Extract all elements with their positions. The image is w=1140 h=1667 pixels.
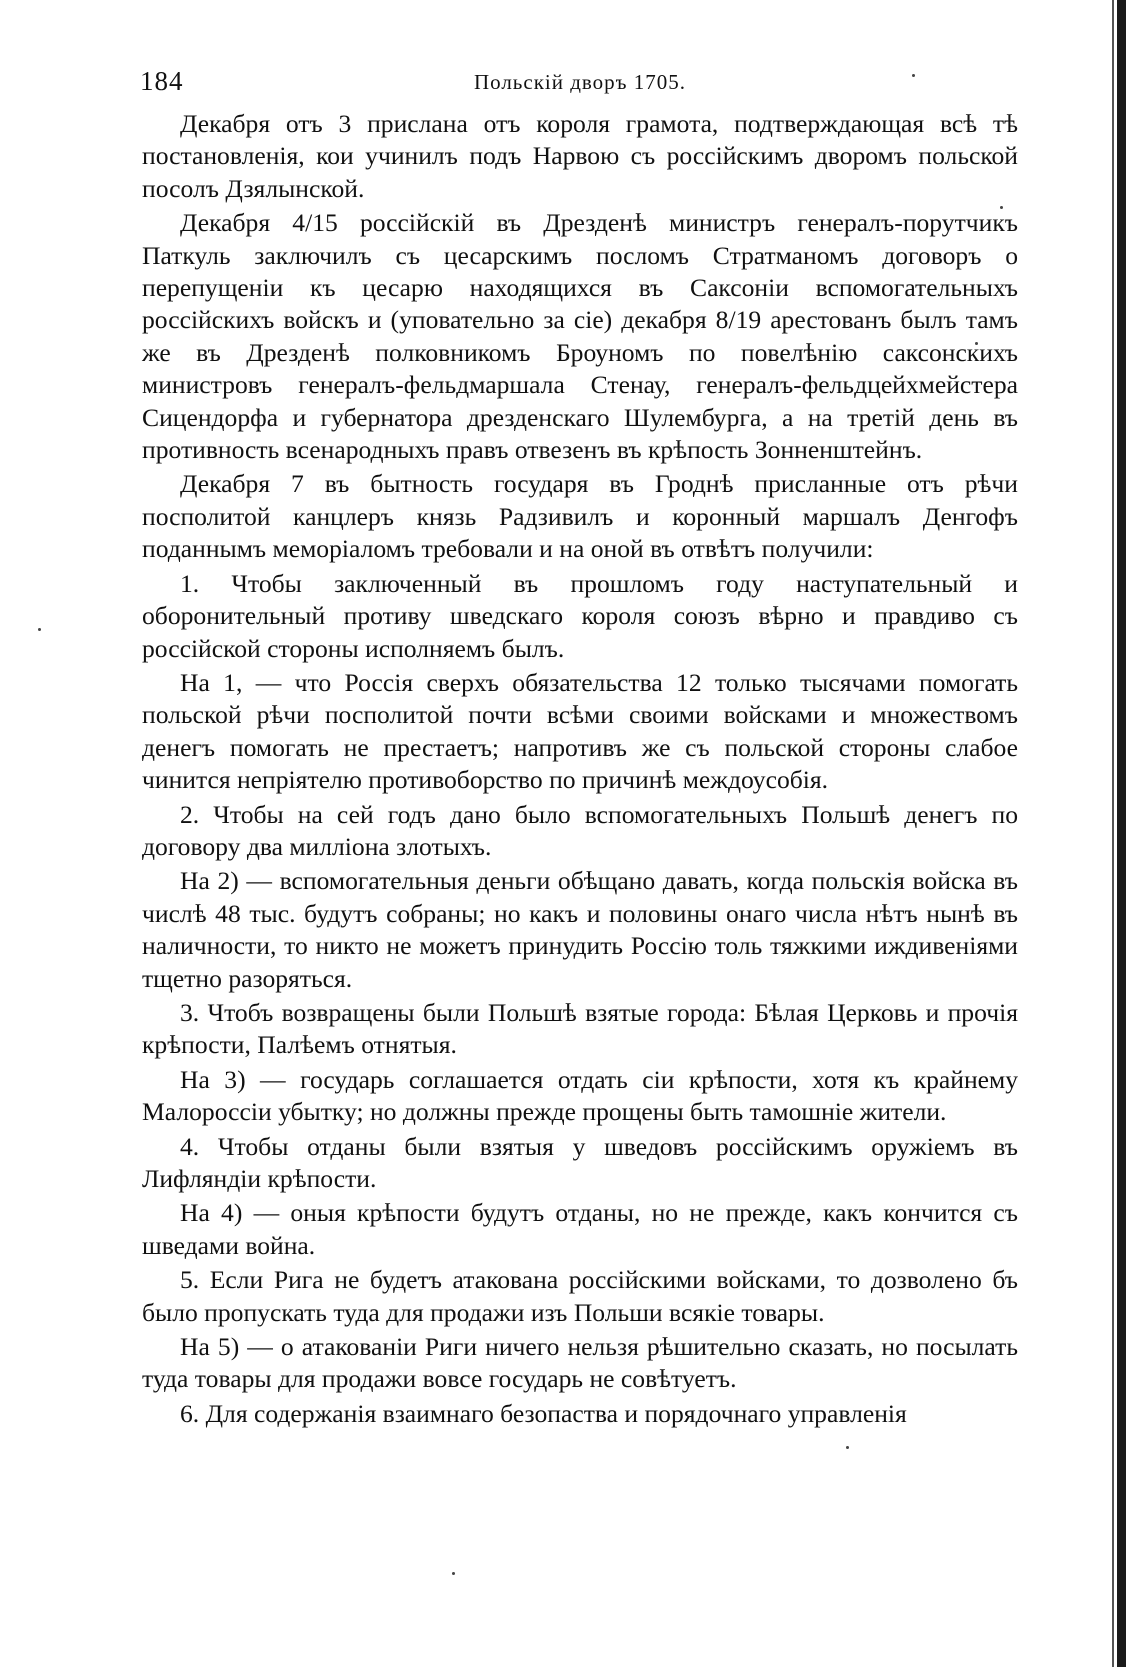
paragraph-2: Декабря 4/15 россійскій въ Дрезденѣ министръ генералъ-порутчикъ Паткуль заключилъ съ цесарскимъ посломъ Стратманомъ договоръ о перепущеніи къ цесарю находящихся въ Саксоніи вспомогательныхъ россійскихъ войскъ и (уповательно за сіе) декабря 8/19 арестованъ былъ тамъ же въ Дрезденѣ полковникомъ Броуномъ по повелѣнію саксонскихъ министровъ генералъ-фельдмаршала Стенау, генералъ-фельдцейхмейстера Сицендорфа и губернатора дрезденскаго Шулембурга, а на третій день въ противность всенародныхъ правъ отвезенъ въ крѣпость Зонненштейнъ. — [142, 208, 1018, 465]
paragraph-3: Декабря 7 въ бытность государя въ Гроднѣ присланные отъ рѣчи посполитой канцлеръ князь Радзивилъ и коронный маршалъ Денгофъ поданнымъ меморіаломъ требовали и на оной въ отвѣтъ получили: — [142, 469, 1018, 564]
scan-edge-shadow — [1117, 0, 1126, 1667]
body-text — [142, 108, 1018, 1432]
page-number: 184 — [140, 66, 184, 96]
paragraph-6: 2. Чтобы на сей годъ дано было вспомогательныхъ Польшѣ денегъ по договору два милліона злотыхъ. — [142, 799, 1018, 861]
paragraph-14: 6. Для содержанія взаимнаго безопаства и порядочнаго управленія — [180, 1398, 907, 1428]
paragraph-12: 5. Если Рига не будетъ атакована россійскими войсками, то дозволено бъ было пропускать туда для продажи изъ Польши всякіе товары. — [142, 1265, 1018, 1327]
paragraph-11: На 4) — оныя крѣпости будутъ отданы, но не прежде, какъ кончится съ шведами война. — [142, 1198, 1018, 1260]
paragraph-9: На 3) — государь соглашается отдать сіи крѣпости, хотя къ крайнему Малороссіи убытку; но должны прежде прощены быть тамошніе жители. — [142, 1064, 1018, 1127]
paragraph-1: Декабря отъ 3 прислана отъ короля грамота, подтверждающая всѣ тѣ постановленія, кои учинилъ подъ Нарвою съ россійскимъ дворомъ польской посолъ Дзялынской. — [142, 109, 1018, 203]
page-header — [140, 66, 1020, 106]
paragraph-13: На 5) — о атакованіи Риги ничего нельзя рѣшительно сказать, но посылать туда товары для продажи вовсе государь не совѣтуетъ. — [142, 1332, 1018, 1394]
paragraph-5: На 1, — что Россія сверхъ обязательства 12 только тысячами помогать польской рѣчи посполитой почти всѣми своими войсками и множествомъ денегъ помогать не престаетъ; напротивъ же съ польской стороны слабое чинится непріятелю противоборство по причинѣ междоусобія. — [142, 667, 1018, 795]
paragraph-4: 1. Чтобы заключенный въ прошломъ году наступательный и оборонительный противу шведскаго короля союзъ вѣрно и правдиво съ россійской стороны исполняемъ былъ. — [142, 568, 1018, 663]
running-title: Польскій дворъ 1705. — [473, 70, 687, 94]
scan-edge-line — [1112, 0, 1114, 1667]
paragraph-10: 4. Чтобы отданы были взятыя у шведовъ россійскимъ оружіемъ въ Лифляндіи крѣпости. — [142, 1131, 1018, 1193]
paragraph-7: На 2) — вспомогательныя деньги обѣщано давать, когда польскія войска въ числѣ 48 тыс. будутъ собраны; но какъ и половины онаго числа нѣтъ нынѣ въ наличности, то никто не можетъ принудить Россію толь тяжкими иждивеніями тщетно разоряться. — [142, 866, 1018, 993]
paragraph-8: 3. Чтобъ возвращены были Польшѣ взятые города: Бѣлая Церковь и прочія крѣпости, Палѣемъ отнятыя. — [142, 997, 1018, 1060]
